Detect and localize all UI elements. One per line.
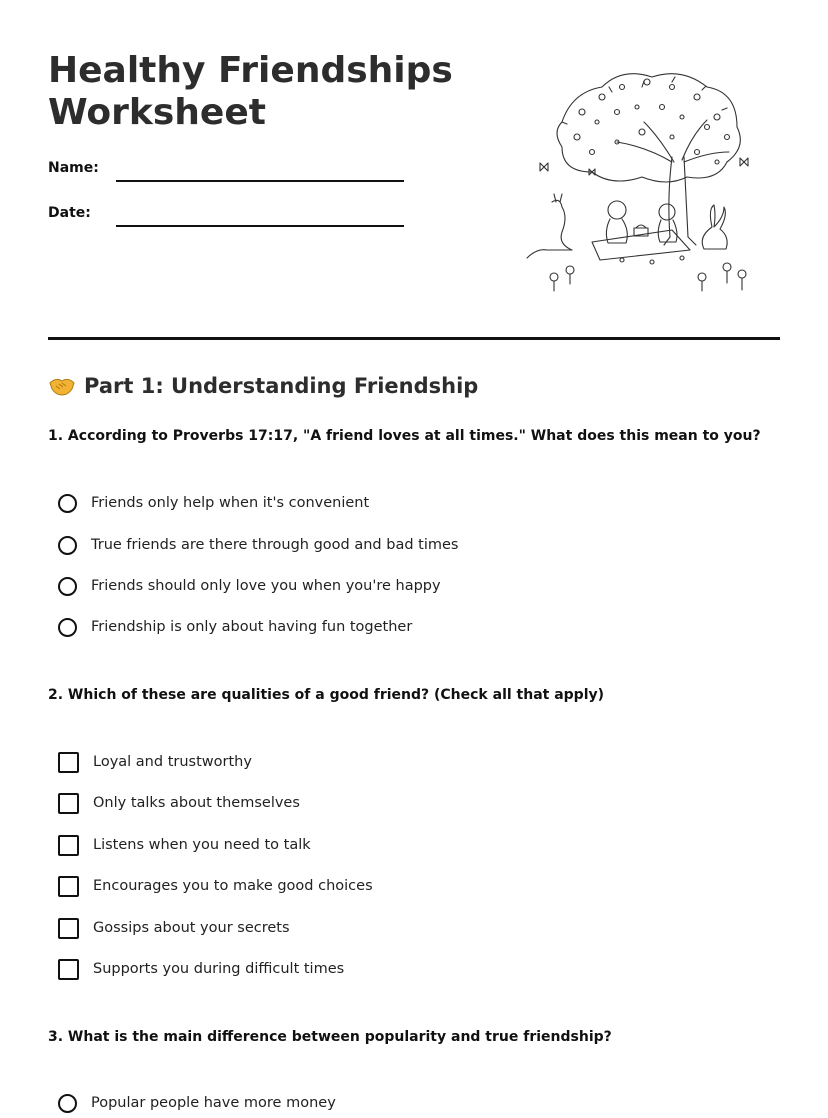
question-3: 3. What is the main difference between popularity and true friendship? bbox=[48, 1029, 612, 1045]
name-field[interactable] bbox=[116, 180, 404, 182]
option-label: True friends are there through good and bad times bbox=[91, 537, 459, 553]
part-1-heading bbox=[48, 374, 478, 398]
friends-picnic-tree-illustration bbox=[522, 62, 762, 294]
option-label: Listens when you need to talk bbox=[93, 837, 311, 853]
question-2-option[interactable] bbox=[58, 791, 300, 815]
tree-canopy bbox=[557, 74, 740, 182]
option-label: Only talks about themselves bbox=[93, 795, 300, 811]
date-field[interactable] bbox=[116, 225, 404, 227]
checkbox[interactable] bbox=[58, 959, 79, 980]
checkbox[interactable] bbox=[58, 835, 79, 856]
question-2-option[interactable] bbox=[58, 833, 311, 857]
radio-button[interactable] bbox=[58, 494, 77, 513]
kangaroo bbox=[527, 194, 572, 258]
radio-button[interactable] bbox=[58, 536, 77, 555]
question-2-option[interactable] bbox=[58, 957, 344, 981]
question-2-option[interactable] bbox=[58, 874, 373, 898]
option-label: Encourages you to make good choices bbox=[93, 878, 373, 894]
radio-button[interactable] bbox=[58, 618, 77, 637]
option-label: Loyal and trustworthy bbox=[93, 754, 252, 770]
option-label: Gossips about your secrets bbox=[93, 920, 290, 936]
question-3-option[interactable] bbox=[58, 1091, 336, 1115]
option-label: Friendship is only about having fun together bbox=[91, 619, 413, 635]
date-label: Date: bbox=[48, 205, 91, 221]
checkbox[interactable] bbox=[58, 876, 79, 897]
name-label: Name: bbox=[48, 160, 99, 176]
picnic-scene bbox=[592, 201, 690, 260]
handshake-icon bbox=[48, 375, 76, 397]
option-label: Supports you during difficult times bbox=[93, 961, 345, 977]
worksheet-title: Healthy Friendships Worksheet bbox=[48, 50, 453, 133]
question-1: 1. According to Proverbs 17:17, "A friend loves at all times." What does this mean to you? bbox=[48, 428, 761, 444]
option-label: Popular people have more money bbox=[91, 1095, 336, 1111]
ground-flowers bbox=[550, 256, 746, 291]
question-1-option[interactable] bbox=[58, 574, 441, 598]
checkbox[interactable] bbox=[58, 793, 79, 814]
rabbit bbox=[702, 205, 727, 249]
question-1-option[interactable] bbox=[58, 533, 458, 557]
question-1-option[interactable] bbox=[58, 491, 369, 515]
radio-button[interactable] bbox=[58, 1094, 77, 1113]
question-1-option[interactable] bbox=[58, 615, 412, 639]
option-label: Friends should only love you when you're happy bbox=[91, 578, 441, 594]
checkbox[interactable] bbox=[58, 918, 79, 939]
question-2-option[interactable] bbox=[58, 916, 290, 940]
radio-button[interactable] bbox=[58, 577, 77, 596]
section-divider bbox=[48, 337, 780, 340]
part-1-heading-text: Part 1: Understanding Friendship bbox=[84, 374, 479, 398]
question-2-option[interactable] bbox=[58, 750, 252, 774]
option-label: Friends only help when it's convenient bbox=[91, 495, 370, 511]
checkbox[interactable] bbox=[58, 752, 79, 773]
question-2: 2. Which of these are qualities of a good friend? (Check all that apply) bbox=[48, 687, 605, 703]
